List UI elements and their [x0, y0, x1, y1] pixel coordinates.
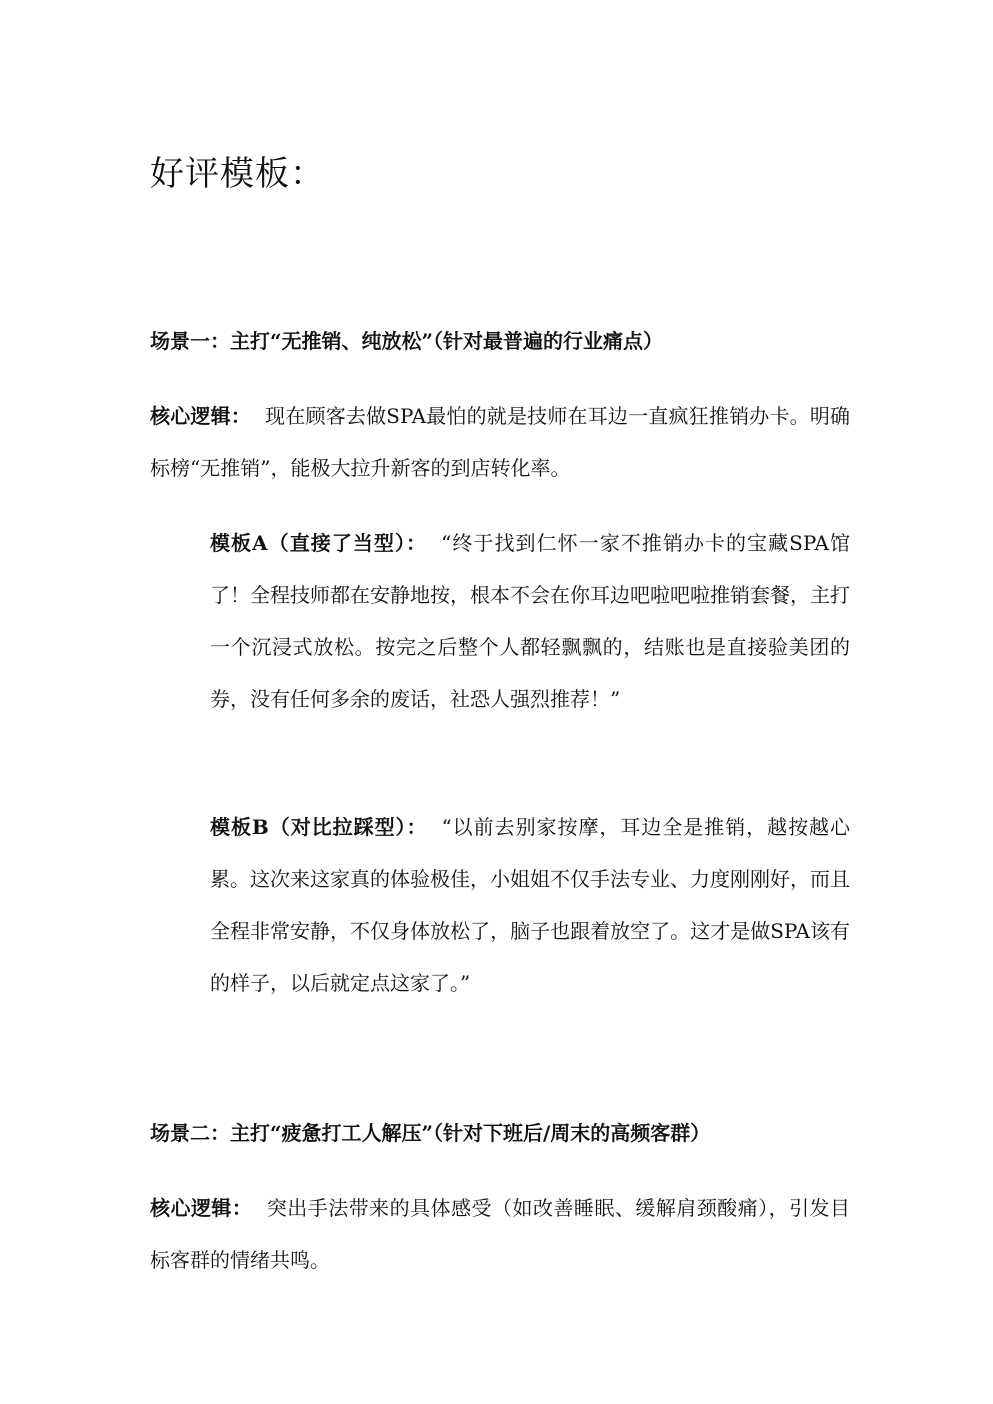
template-a-paragraph — [210, 517, 850, 725]
scenario-2-heading: 场景二：主打“疲惫打工人解压”（针对下班后/周末的高频客群） — [150, 1121, 711, 1145]
scenario-2-logic — [150, 1182, 850, 1286]
page-title: 好评模板： — [150, 154, 325, 194]
scenario-1-heading: 场景一：主打“无推销、纯放松”（针对最普遍的行业痛点） — [150, 329, 664, 353]
scenario-2-logic-label: 核心逻辑： — [150, 1196, 253, 1220]
template-b-paragraph — [210, 801, 850, 1009]
scenario-1-logic — [150, 390, 850, 494]
template-a-text: “终于找到仁怀一家不推销办卡的宝藏SPA馆了！全程技师都在安静地按，根本不会在你耳边吧啦吧啦推销套餐，主打一个沉浸式放松。按完之后整个人都轻飘飘的，结账也是直接验美团的券，没有任何多余的废话，社恐人强烈推荐！” — [210, 531, 850, 711]
template-b-text: “以前去别家按摩，耳边全是推销，越按越心累。这次来这家真的体验极佳，小姐姐不仅手法专业、力度刚刚好，而且全程非常安静，不仅身体放松了，脑子也跟着放空了。这才是做SPA该有的样子，以后就定点这家了。” — [210, 815, 851, 995]
template-a-label: 模板A（直接了当型）： — [210, 531, 428, 555]
scenario-2-logic-text: 突出手法带来的具体感受（如改善睡眠、缓解肩颈酸痛），引发目标客群的情绪共鸣。 — [150, 1196, 851, 1272]
template-b-label: 模板B（对比拉踩型）： — [210, 815, 428, 839]
scenario-1-logic-label: 核心逻辑： — [150, 404, 251, 428]
scenario-1-logic-text: 现在顾客去做SPA最怕的就是技师在耳边一直疯狂推销办卡。明确标榜“无推销”，能极大拉升新客的到店转化率。 — [150, 404, 851, 480]
